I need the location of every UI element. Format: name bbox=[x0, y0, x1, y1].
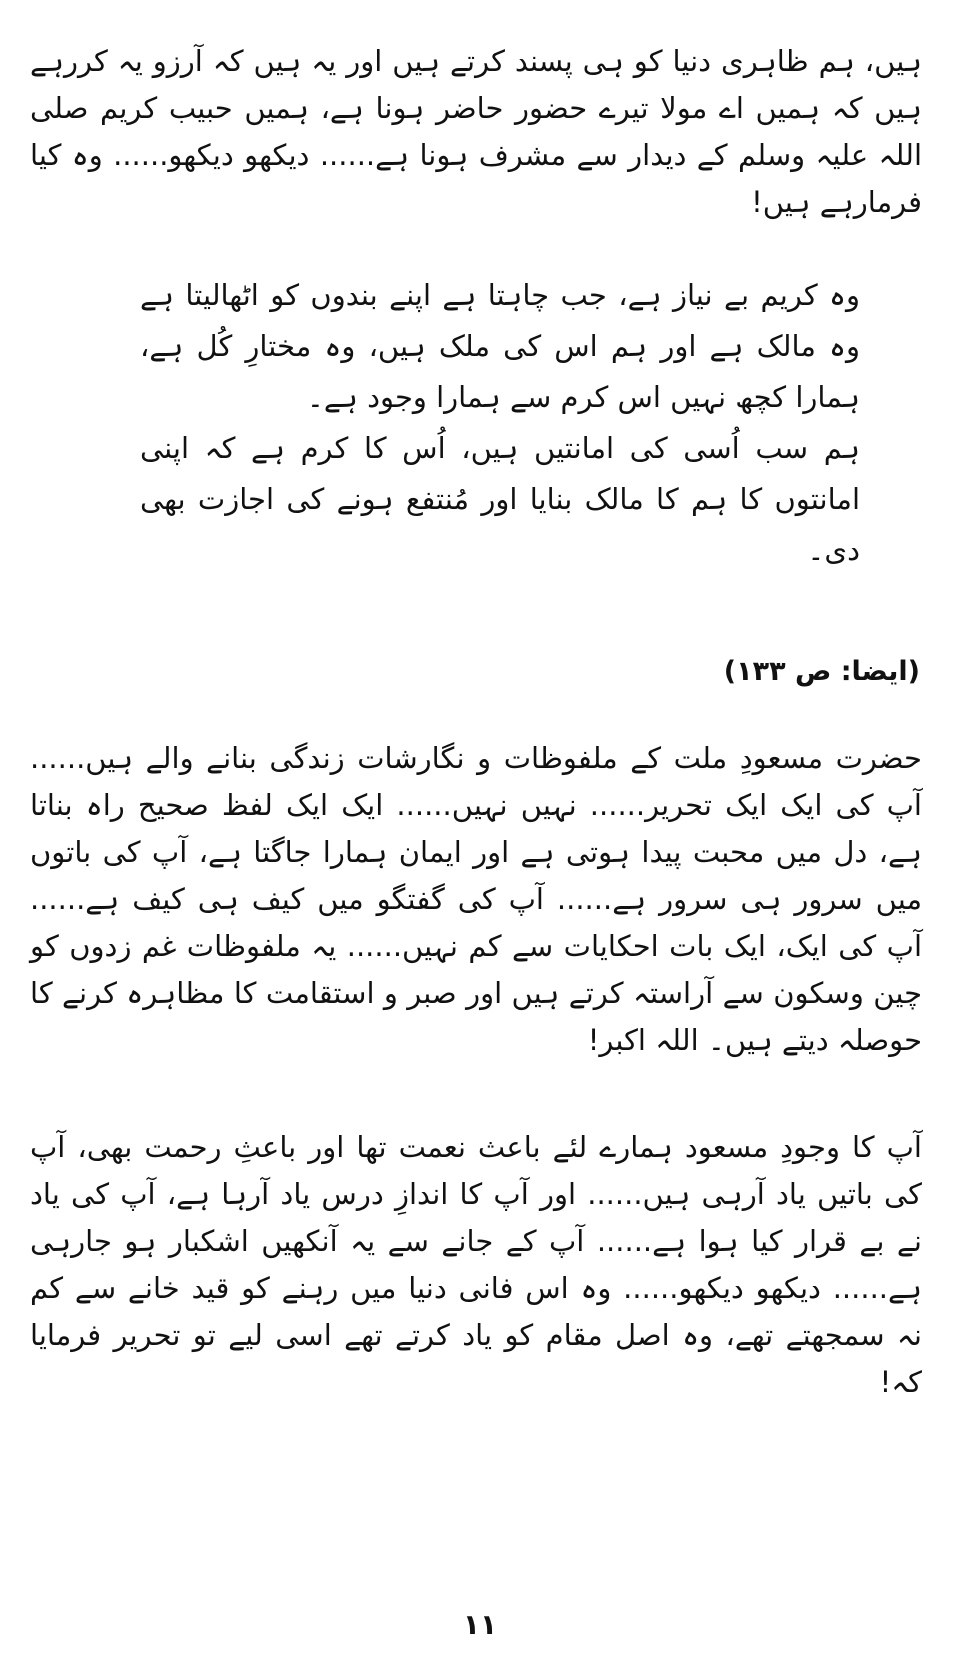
quote-paragraph-2: ہم سب اُسی کی امانتیں ہیں، اُس کا کرم ہے کہ اپنی امانتوں کا ہم کا مالک بنایا اور مُنتفع ہونے کی اجازت بھی دی۔ bbox=[140, 431, 860, 567]
paragraph-3: آپ کا وجودِ مسعود ہمارے لئے باعث نعمت تھا اور باعثِ رحمت بھی، آپ کی باتیں یاد آرہی ہیں...... اور آپ کا اندازِ درس یاد آرہا ہے، آپ کی یاد نے بے قرار کیا ہوا ہے...... آپ کے جانے سے یہ آنکھیں اشکبار ہو جارہی ہے...... دیکھو دیکھو...... وہ اس فانی دنیا میں رہنے کو قید خانے سے کم نہ سمجھتے تھے، وہ اصل مقام کو یاد کرتے تھے اسی لیے تو تحریر فرمایا کہ! bbox=[30, 1130, 922, 1399]
citation: (ایضا: ص ۱۳۳) bbox=[723, 656, 920, 687]
page-number: ۱۱ bbox=[462, 1608, 498, 1641]
quote-block bbox=[140, 270, 860, 576]
paragraph-1: ہیں، ہم ظاہری دنیا کو ہی پسند کرتے ہیں اور یہ ہیں کہ آرزو یہ کررہے ہیں کہ ہمیں اے مولا تیرے حضور حاضر ہونا ہے، ہمیں حبیب کریم صلی اللہ علیہ وسلم کے دیدار سے مشرف ہونا ہے...... دیکھو دیکھو...... وہ کیا فرمارہے ہیں! bbox=[30, 44, 922, 219]
paragraph-2: حضرت مسعودِ ملت کے ملفوظات و نگارشات زندگی بنانے والے ہیں...... آپ کی ایک ایک تحریر...... نہیں نہیں...... ایک ایک لفظ صحیح راہ بناتا ہے، دل میں محبت پیدا ہوتی ہے اور ایمان ہمارا جاگتا ہے، آپ کی باتوں میں سرور ہی سرور ہے...... آپ کی گفتگو میں کیف ہی کیف ہے...... آپ کی ایک، ایک بات احکایات سے کم نہیں...... یہ ملفوظات غم زدوں کو چین وسکون سے آراستہ کرتے ہیں اور صبر و استقامت کا مظاہرہ کرنے کا حوصلہ دیتے ہیں۔ اللہ اکبر! bbox=[30, 741, 922, 1057]
quote-paragraph-1: وہ کریم بے نیاز ہے، جب چاہتا ہے اپنے بندوں کو اٹھالیتا ہے وہ مالک ہے اور ہم اس کی ملک ہیں، وہ مختارِ کُل ہے، ہمارا کچھ نہیں اس کرم سے ہمارا وجود ہے۔ bbox=[140, 278, 860, 414]
